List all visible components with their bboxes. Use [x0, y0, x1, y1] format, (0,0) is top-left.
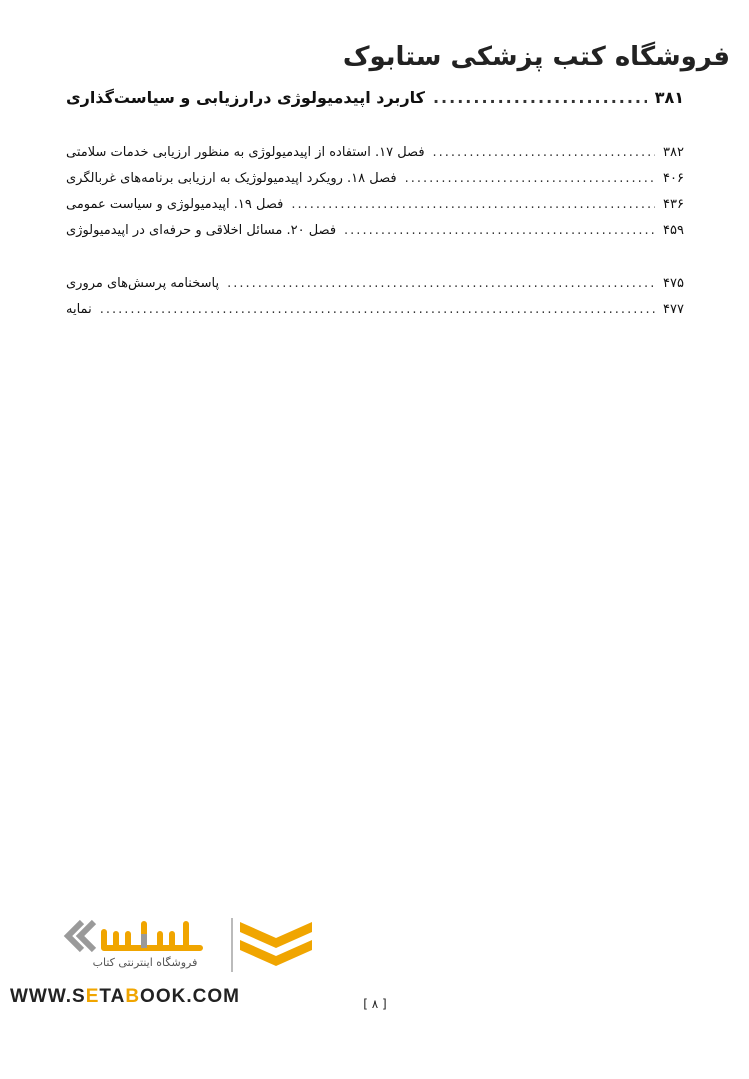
dot-leader [344, 223, 655, 238]
toc-chapter-title: فصل ۲۰. مسائل اخلاقی و حرفه‌ای در اپیدمیولوژی [66, 223, 337, 238]
setabook-logo [60, 910, 320, 980]
logo-url-accent: E [85, 986, 100, 1007]
dot-leader [291, 197, 655, 212]
toc-appendix-page: ۴۷۷ [663, 302, 684, 317]
toc-appendix-page: ۴۷۵ [663, 276, 684, 291]
dot-leader [433, 88, 647, 107]
toc-chapter-entry [66, 223, 684, 238]
toc-appendix-entry [66, 302, 684, 317]
toc-chapter-page: ۴۳۶ [663, 197, 684, 212]
toc-chapter-entry [66, 145, 684, 160]
logo-url-accent: B [125, 986, 141, 1007]
logo-url-part: TA [99, 986, 126, 1007]
dot-leader [227, 276, 655, 291]
toc-chapter-entry [66, 197, 684, 212]
dot-leader [405, 171, 655, 186]
toc-part-page: ۳۸۱ [654, 88, 684, 107]
page-number: [ ۸ ] [363, 997, 387, 1011]
toc-chapter-page: ۴۰۶ [663, 171, 684, 186]
toc-part-title: کاربرد اپیدمیولوژی درارزیابی و سیاست‌گذاری [66, 88, 425, 107]
dot-leader [100, 302, 655, 317]
logo-url-part: OOK.COM [140, 986, 240, 1007]
toc-chapter-title: فصل ۱۸. رویکرد اپیدمیولوژیک به ارزیابی برنامه‌های غربالگری [66, 171, 397, 186]
logo-url-part: WWW.S [10, 986, 86, 1007]
dot-leader [433, 145, 656, 160]
toc-chapter-title: فصل ۱۷. استفاده از اپیدمیولوژی به منظور ارزیابی خدمات سلامتی [66, 145, 425, 160]
toc-appendix-title: نمایه [66, 302, 92, 317]
toc-chapter-title: فصل ۱۹. اپیدمیولوژی و سیاست عمومی [66, 197, 284, 212]
toc-chapter-page: ۳۸۲ [663, 145, 684, 160]
toc-part-entry [66, 88, 684, 107]
toc-chapter-page: ۴۵۹ [663, 223, 684, 238]
logo-url [10, 986, 320, 1008]
toc-appendix-title: پاسخنامه پرسش‌های مروری [66, 276, 220, 291]
toc-appendix-entry [66, 276, 684, 291]
setabook-logo-icon [60, 910, 320, 980]
watermark-title: فروشگاه کتب پزشکی ستابوک [342, 42, 730, 72]
logo-subtitle: فروشگاه اینترنتی کتاب [92, 956, 198, 969]
toc-chapter-entry [66, 171, 684, 186]
